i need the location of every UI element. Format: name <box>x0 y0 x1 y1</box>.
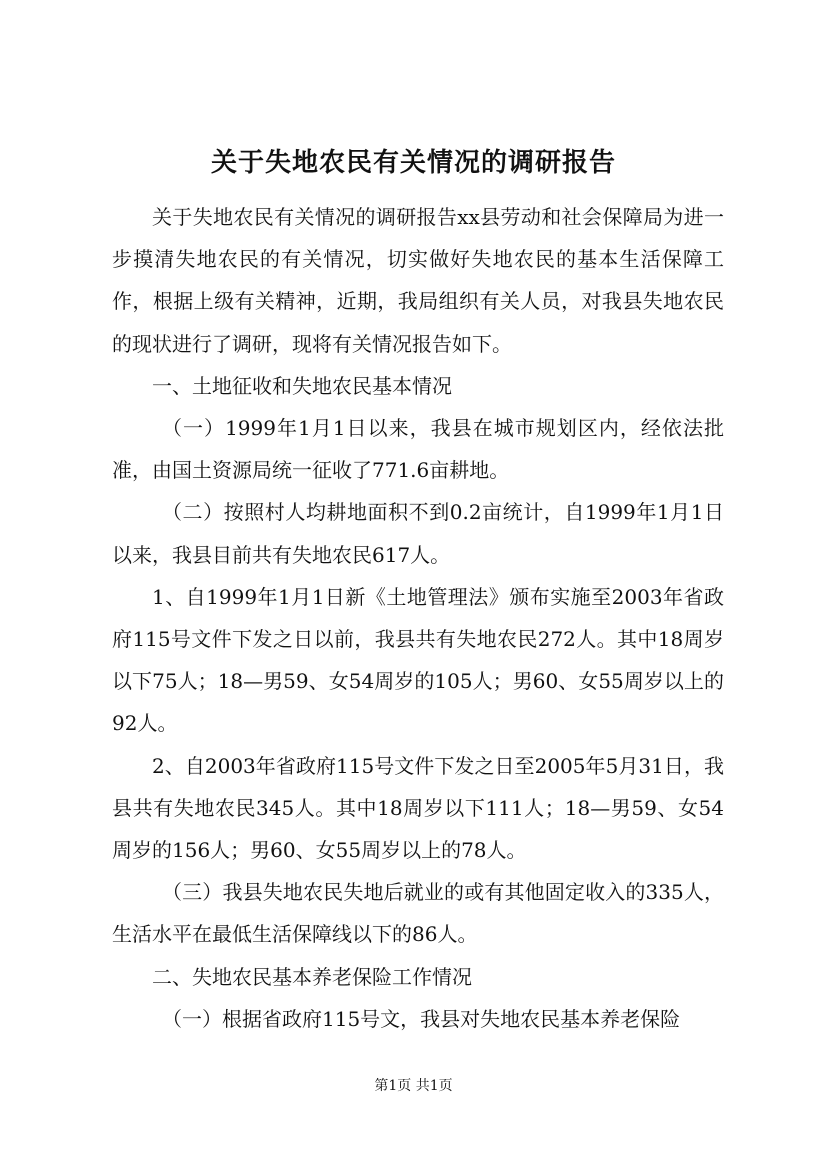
document-body <box>112 196 724 1040</box>
paragraph-item-3: （三）我县失地农民失地后就业的或有其他固定收入的335人，生活水平在最低生活保障线以下的86人。 <box>112 880 724 947</box>
paragraph-subitem-1: 1、自1999年1月1日新《土地管理法》颁布实施至2003年省政府115号文件下发之日以前，我县共有失地农民272人。其中18周岁以下75人；18—男59、女54周岁的105人；男60、女55周岁以上的92人。 <box>112 584 724 736</box>
paragraph-item-1: （一）1999年1月1日以来，我县在城市规划区内，经依法批准，由国土资源局统一征收了771.6亩耕地。 <box>112 416 724 483</box>
paragraph-subitem-2: 2、自2003年省政府115号文件下发之日至2005年5月31日，我县共有失地农民345人。其中18周岁以下111人；18—男59、女54周岁的156人；男60、女55周岁以上的78人。 <box>112 753 724 863</box>
section-heading-2: 二、失地农民基本养老保险工作情况 <box>152 964 472 989</box>
document-title: 关于失地农民有关情况的调研报告 <box>210 148 616 178</box>
paragraph-item-4: （一）根据省政府115号文，我县对失地农民基本养老保险 <box>162 1006 681 1031</box>
paragraph-item-2: （二）按照村人均耕地面积不到0.2亩统计，自1999年1月1日以来，我县目前共有失地农民617人。 <box>112 500 724 567</box>
paragraph-intro: 关于失地农民有关情况的调研报告xx县劳动和社会保障局为进一步摸清失地农民的有关情况，切实做好失地农民的基本生活保障工作，根据上级有关精神，近期，我局组织有关人员，对我县失地农民的现状进行了调研，现将有关情况报告如下。 <box>112 205 724 356</box>
page-footer: 第1页 共1页 <box>374 1078 453 1094</box>
section-heading-1: 一、土地征收和失地农民基本情况 <box>152 373 452 398</box>
